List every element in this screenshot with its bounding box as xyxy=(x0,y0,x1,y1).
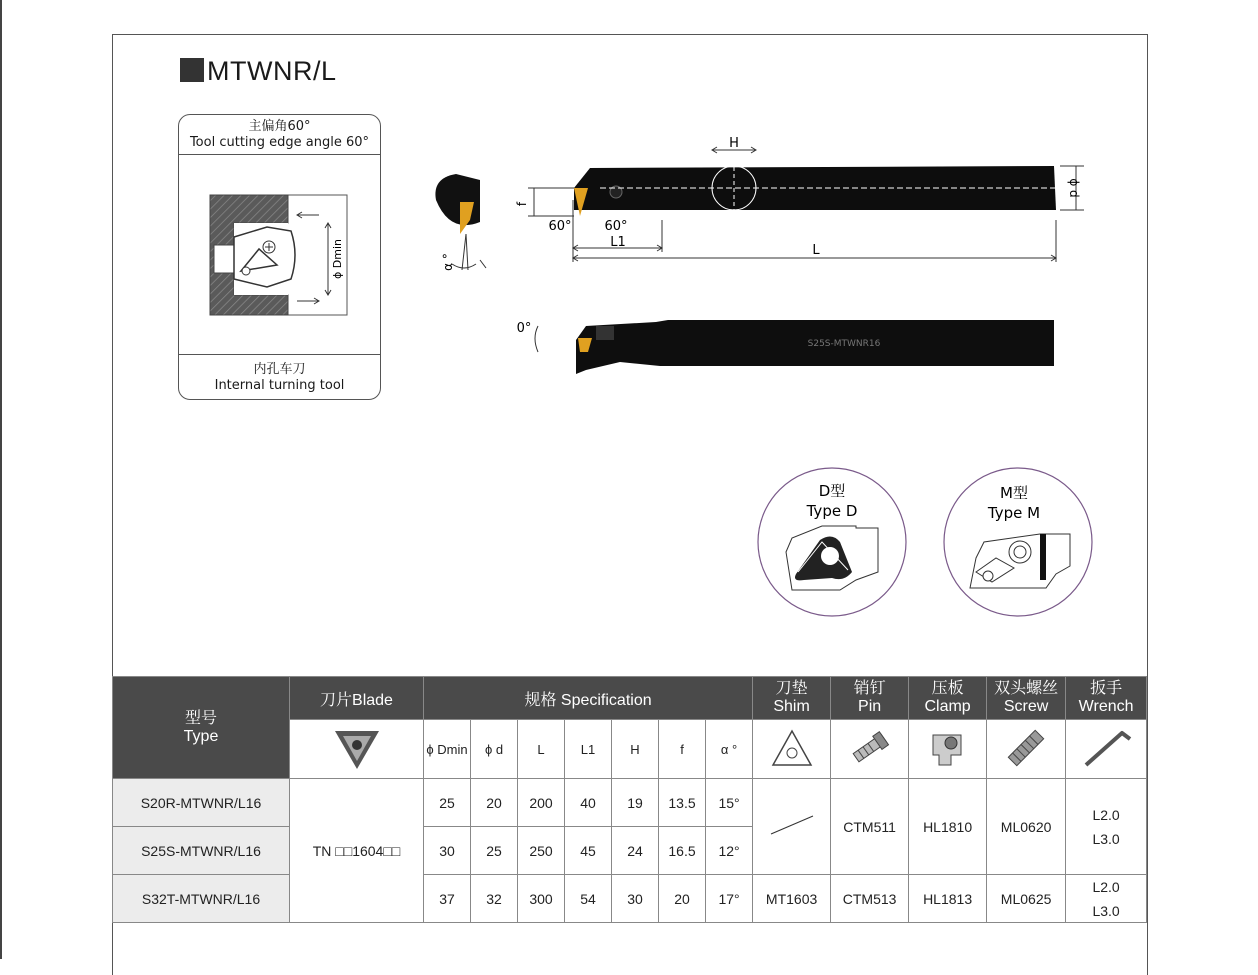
shim-icon xyxy=(767,725,817,771)
type-m-cn: M型 xyxy=(1000,484,1028,502)
angle-60-left: 60° xyxy=(548,219,572,234)
value-cell: 25 xyxy=(424,779,471,827)
f-label: f xyxy=(515,201,529,207)
screw-icon xyxy=(1001,725,1051,771)
engraving-text: S25S-MTWNR16 xyxy=(807,339,881,349)
col-L: L xyxy=(518,720,565,779)
screw-cell: ML0620 xyxy=(987,779,1066,875)
blade-header: 刀片Blade xyxy=(290,677,424,720)
blade-icon-cell xyxy=(290,720,424,779)
tool-holder-drawing xyxy=(420,130,1100,390)
blade-code-cell: TN □□1604□□ xyxy=(290,779,424,923)
col-d: ϕ d xyxy=(471,720,518,779)
footer-cn: 内孔车刀 xyxy=(253,362,306,377)
shim-header: 刀垫 Shim xyxy=(753,677,831,720)
angle-panel-header xyxy=(179,115,380,155)
pin-header: 销钉 Pin xyxy=(831,677,909,720)
angle-panel-footer xyxy=(179,354,380,399)
L-label: L xyxy=(812,243,820,258)
value-cell: 250 xyxy=(518,827,565,875)
value-cell: 17° xyxy=(706,875,753,923)
type-cell: S25S-MTWNR/L16 xyxy=(113,827,290,875)
value-cell: 45 xyxy=(565,827,612,875)
wrench-cell: L2.0 L3.0 xyxy=(1066,779,1147,875)
type-d-en: Type D xyxy=(806,502,858,520)
H-label: H xyxy=(729,136,739,151)
boring-diagram xyxy=(179,155,378,350)
value-cell: 54 xyxy=(565,875,612,923)
shim-icon-cell xyxy=(753,720,831,779)
clamp-cell: HL1810 xyxy=(909,779,987,875)
pin-cell: CTM511 xyxy=(831,779,909,875)
clamp-cell: HL1813 xyxy=(909,875,987,923)
col-H: H xyxy=(612,720,659,779)
pin-icon-cell xyxy=(831,720,909,779)
blade-insert-icon xyxy=(329,723,385,773)
spec-header: 规格 Specification xyxy=(424,677,753,720)
angle-en-title: Tool cutting edge angle 60° xyxy=(189,135,370,150)
value-cell: 16.5 xyxy=(659,827,706,875)
clamp-type-circles xyxy=(752,462,1112,624)
shim-cell: MT1603 xyxy=(753,875,831,923)
L1-label: L1 xyxy=(610,235,626,250)
col-f: f xyxy=(659,720,706,779)
title-square-icon xyxy=(180,58,204,82)
cutting-angle-panel xyxy=(178,114,381,400)
dmin-label: ϕ Dmin xyxy=(331,239,344,279)
value-cell: 40 xyxy=(565,779,612,827)
pin-icon xyxy=(845,725,895,771)
d-label: ϕ d xyxy=(1067,178,1081,198)
value-cell: 20 xyxy=(659,875,706,923)
value-cell: 30 xyxy=(424,827,471,875)
type-m-circle xyxy=(944,468,1092,616)
footer-en: Internal turning tool xyxy=(214,378,345,393)
spec-table xyxy=(112,676,1147,923)
col-alpha: α ° xyxy=(706,720,753,779)
screw-header: 双头螺丝 Screw xyxy=(987,677,1066,720)
value-cell: 32 xyxy=(471,875,518,923)
side-view xyxy=(515,136,1084,262)
title-text: MTWNR/L xyxy=(207,56,337,86)
angle-60-right: 60° xyxy=(604,219,628,234)
wrench-cell: L2.0 L3.0 xyxy=(1066,875,1147,923)
type-d-cn: D型 xyxy=(818,482,846,500)
type-cell: S20R-MTWNR/L16 xyxy=(113,779,290,827)
zero-angle-label: 0° xyxy=(516,321,532,336)
tool-holder-photo xyxy=(517,320,1054,374)
value-cell: 200 xyxy=(518,779,565,827)
value-cell: 20 xyxy=(471,779,518,827)
angle-cn-title: 主偏角60° xyxy=(248,119,311,134)
alpha-label: α ° xyxy=(441,253,455,271)
value-cell: 37 xyxy=(424,875,471,923)
pin-cell: CTM513 xyxy=(831,875,909,923)
value-cell: 13.5 xyxy=(659,779,706,827)
table-row xyxy=(113,779,1147,827)
value-cell: 19 xyxy=(612,779,659,827)
clamp-icon xyxy=(923,725,973,771)
wrench-icon-cell xyxy=(1066,720,1147,779)
screw-cell: ML0625 xyxy=(987,875,1066,923)
wrench-header: 扳手 Wrench xyxy=(1066,677,1147,720)
end-view xyxy=(435,174,486,271)
col-dmin: ϕ Dmin xyxy=(424,720,471,779)
value-cell: 25 xyxy=(471,827,518,875)
clamp-icon-cell xyxy=(909,720,987,779)
type-d-circle xyxy=(758,468,906,616)
value-cell: 12° xyxy=(706,827,753,875)
page-edge xyxy=(0,0,2,959)
value-cell: 300 xyxy=(518,875,565,923)
clamp-header: 压板 Clamp xyxy=(909,677,987,720)
type-m-en: Type M xyxy=(987,504,1041,522)
header-row xyxy=(113,677,1147,720)
shim-none-cell xyxy=(753,779,831,875)
wrench-icon xyxy=(1076,725,1136,771)
value-cell: 24 xyxy=(612,827,659,875)
value-cell: 30 xyxy=(612,875,659,923)
value-cell: 15° xyxy=(706,779,753,827)
table-row xyxy=(113,875,1147,923)
no-shim-dash xyxy=(767,810,817,840)
page-title xyxy=(180,56,336,87)
col-L1: L1 xyxy=(565,720,612,779)
screw-icon-cell xyxy=(987,720,1066,779)
type-header: 型号 Type xyxy=(113,677,290,779)
type-cell: S32T-MTWNR/L16 xyxy=(113,875,290,923)
